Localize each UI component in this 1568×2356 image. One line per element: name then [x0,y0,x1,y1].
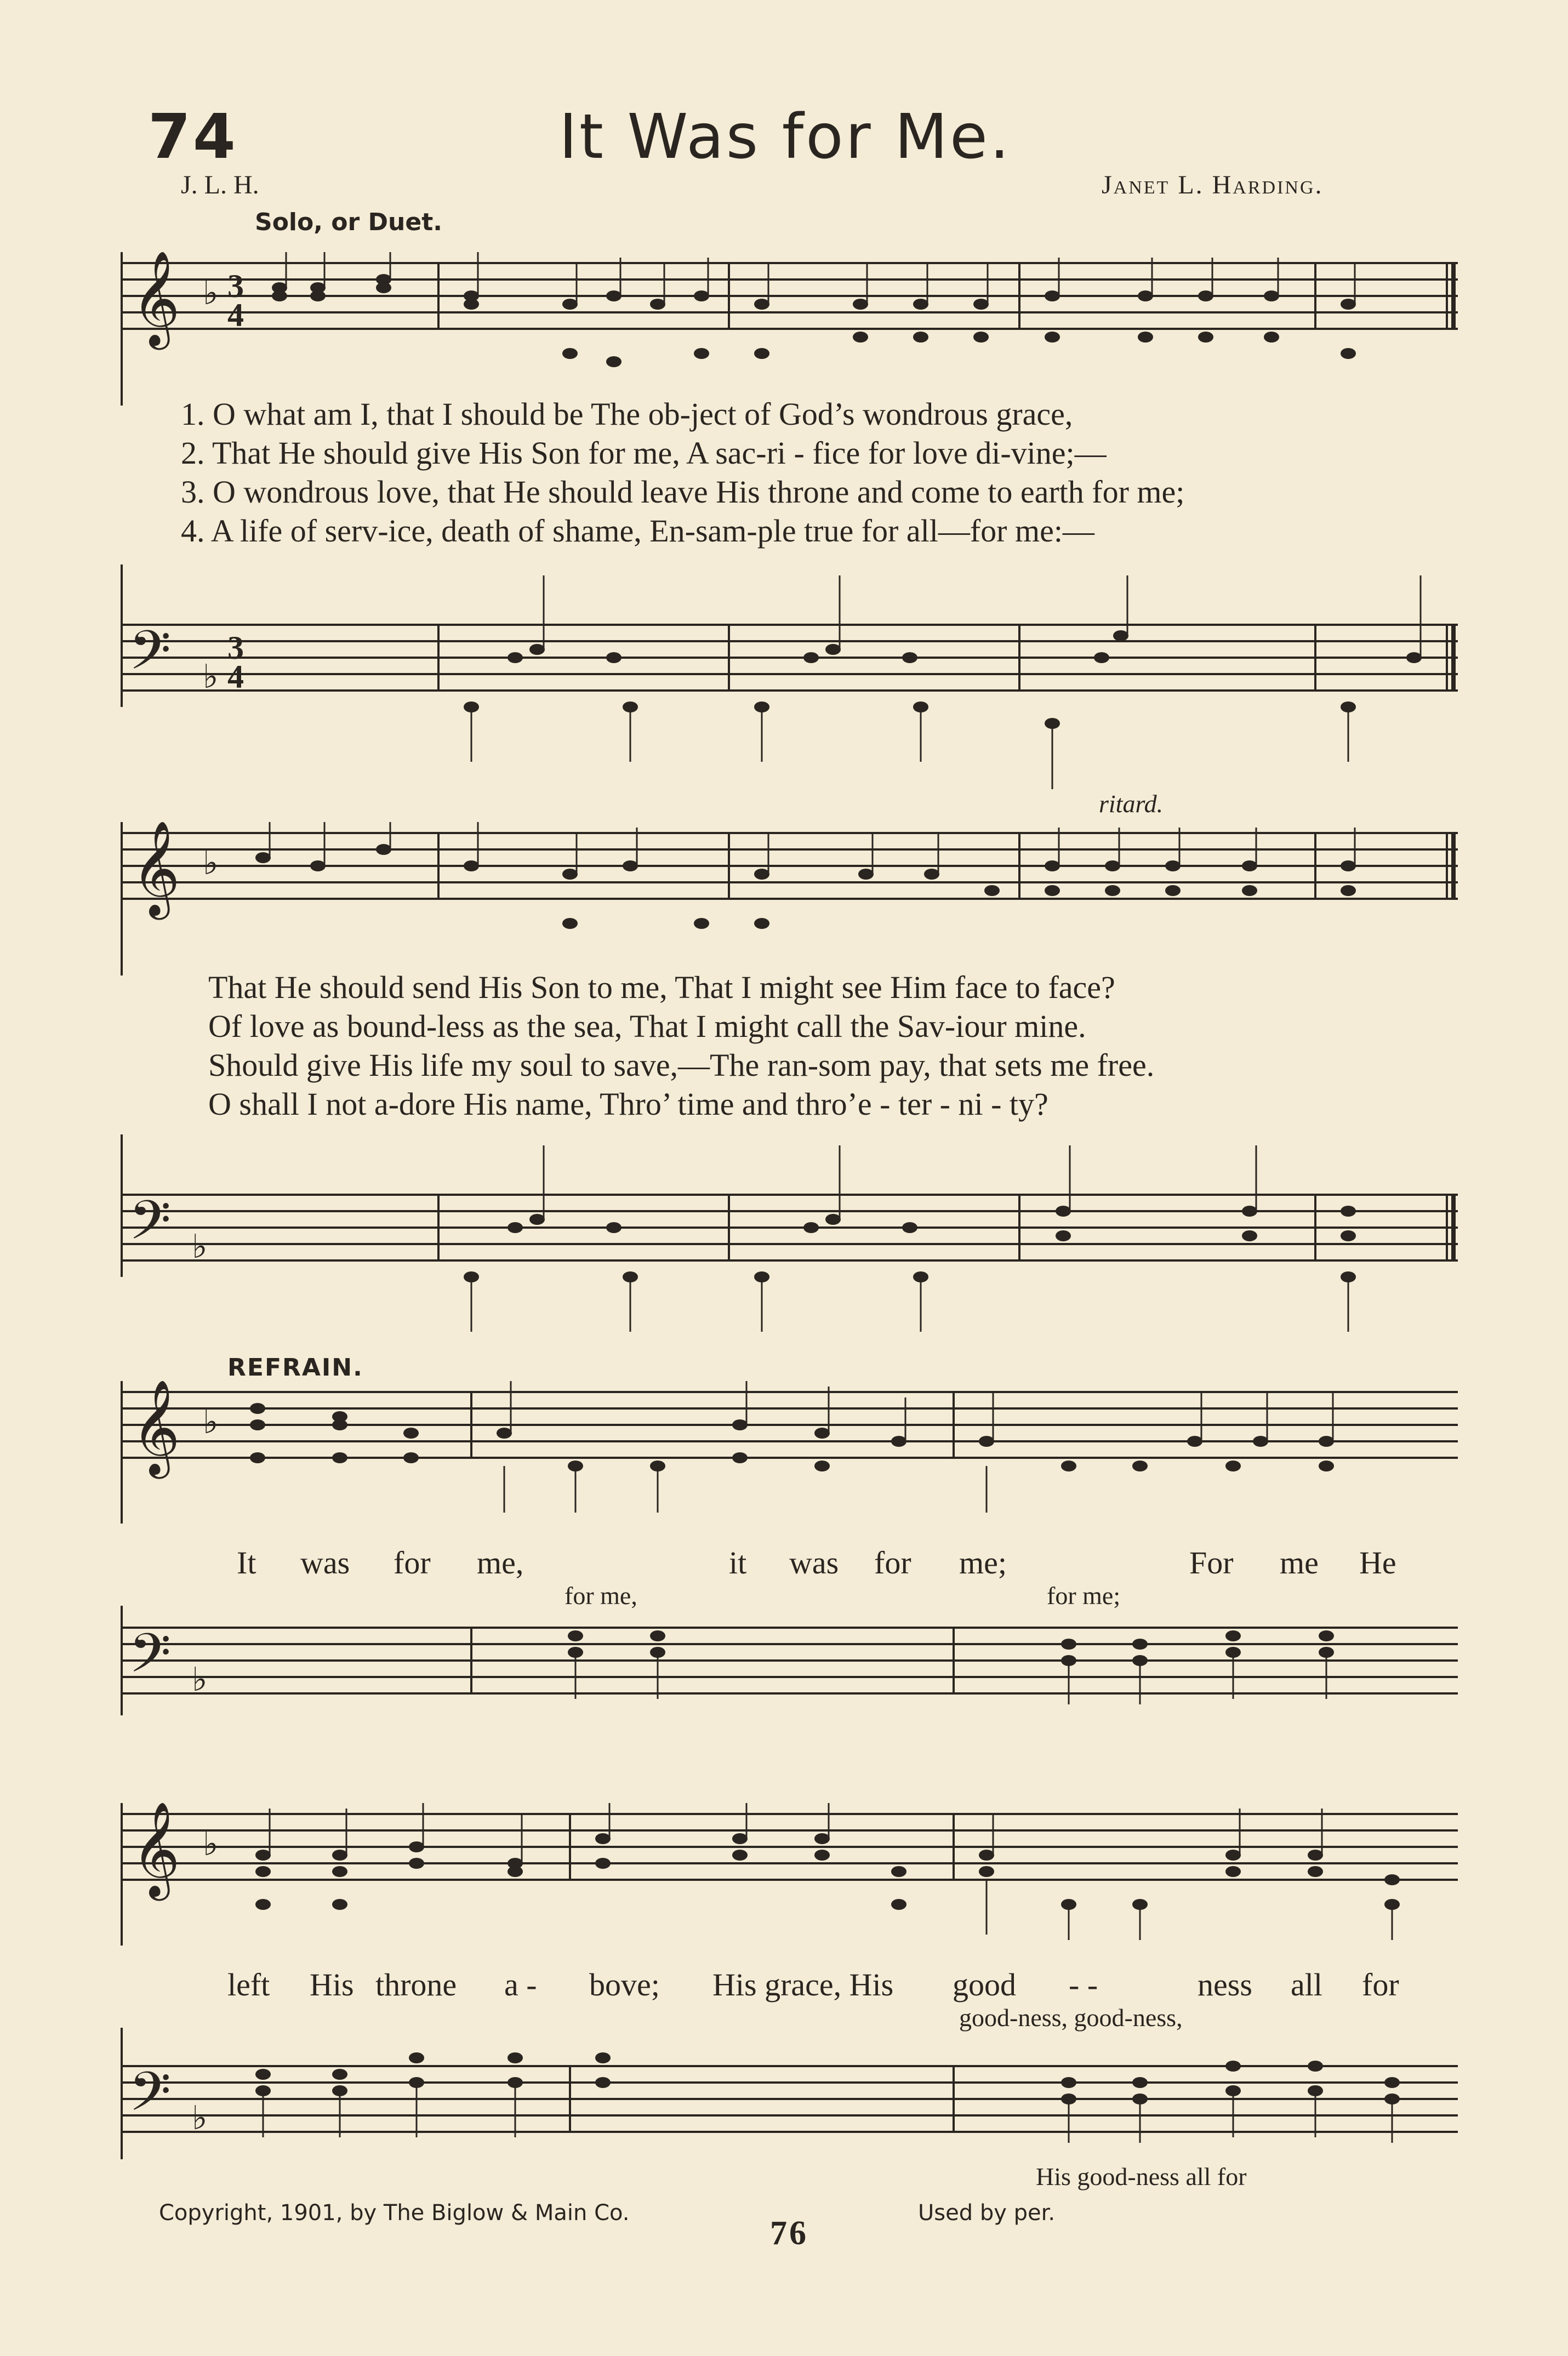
refrain-word-was-2: was [789,1545,839,1581]
refrain-word-he: He [1359,1545,1396,1581]
svg-text:𝄢: 𝄢 [129,619,172,695]
refrain-word-his-grace: His grace, His [712,1967,894,2003]
refrain-word-throne: throne [375,1967,457,2003]
svg-text:3: 3 [227,268,244,304]
refrain-echo-1: for me, [565,1582,637,1610]
refrain-word-his: His [310,1967,354,2003]
refrain-word-dashes: - - [1069,1967,1098,2003]
refrain-1-bass-staff [121,1606,1458,1726]
system-1-bass-staff [121,564,1458,795]
svg-text:𝄢: 𝄢 [129,1622,172,1698]
tempo-marking: ritard. [1099,790,1164,818]
refrain-echo-2: for me; [1047,1582,1121,1610]
system-2-bass-staff [121,1134,1458,1354]
system-1-treble-staff [121,252,1458,406]
svg-text:♭: ♭ [192,1229,208,1265]
svg-text:𝄞: 𝄞 [132,1803,180,1897]
hymn-number: 74 [148,101,238,173]
refrain-word-a: a - [504,1967,537,2003]
refrain-word-for-2: for [874,1545,911,1581]
svg-text:♭: ♭ [203,659,219,695]
svg-text:♭: ♭ [203,845,219,881]
refrain-word-for: for [394,1545,431,1581]
refrain-word-me-2: me; [959,1545,1007,1581]
refrain-word-me: me, [477,1545,524,1581]
svg-text:4: 4 [227,659,244,695]
verse-2-line-1: 2. That He should give His Son for me, A sac-ri - fice for love di-vine;— [181,435,1107,471]
svg-text:♭: ♭ [203,275,219,311]
bass-lyric-goodness: His good-ness all for [1036,2163,1247,2190]
refrain-2-treble-staff [121,1803,1458,1946]
refrain-word-it: It [237,1545,256,1581]
refrain-word-left: left [227,1967,270,2003]
refrain-word-good: good [953,1967,1016,2003]
verse-3-line-1: 3. O wondrous love, that He should leave His throne and come to earth for me; [181,474,1185,510]
svg-text:𝄢: 𝄢 [129,1189,172,1265]
composer-credit: Janet L. Harding. [1102,170,1324,199]
svg-text:♭: ♭ [203,1404,219,1440]
refrain-word-was: was [300,1545,350,1581]
refrain-word-for-4: for [1362,1967,1399,2003]
svg-text:𝄢: 𝄢 [129,2061,172,2137]
voicing-note: Solo, or Duet. [255,208,442,236]
page-number: 76 [770,2215,808,2252]
copyright-notice: Copyright, 1901, by The Biglow & Main Co. [159,2200,630,2226]
svg-text:♭: ♭ [192,1662,208,1698]
hymn-title: It Was for Me. [559,101,1012,173]
svg-text:3: 3 [227,630,244,666]
verse-2-line-2: Of love as bound-less as the sea, That I might call the Sav-iour mine. [208,1008,1086,1044]
system-2-treble-staff [121,822,1458,976]
refrain-label: REFRAIN. [227,1354,363,1382]
refrain-word-me-3: me [1280,1545,1319,1581]
refrain-1-treble-staff [121,1381,1458,1524]
refrain-word-for-3: For [1189,1545,1234,1581]
verse-4-line-1: 4. A life of serv-ice, death of shame, En-sam-ple true for all—for me:— [181,513,1094,549]
refrain-word-bove: bove; [589,1967,660,2003]
svg-text:♭: ♭ [203,1826,219,1862]
verse-4-line-2: O shall I not a-dore His name, Thro’ time and thro’e - ter - ni - ty? [208,1086,1048,1122]
verse-1-line-1: 1. O what am I, that I should be The ob-ject of God’s wondrous grace, [181,396,1073,432]
verse-3-line-2: Should give His life my soul to save,—The ran-som pay, that sets me free. [208,1047,1155,1083]
refrain-2-bass-staff [121,2028,1458,2170]
svg-text:𝄞: 𝄞 [132,1381,180,1475]
refrain-word-ness: ness [1198,1967,1252,2003]
svg-text:𝄞: 𝄞 [132,822,180,916]
refrain-echo-goodness: good-ness, good-ness, [959,2004,1183,2032]
verse-1-line-2: That He should send His Son to me, That I might see Him face to face? [208,969,1115,1005]
permission-note: Used by per. [918,2200,1056,2226]
refrain-word-it-2: it [729,1545,747,1581]
svg-text:♭: ♭ [192,2100,208,2136]
svg-text:4: 4 [227,297,244,333]
refrain-word-all: all [1291,1967,1322,2003]
lyricist-credit: J. L. H. [181,170,259,199]
svg-text:𝄞: 𝄞 [132,252,180,346]
